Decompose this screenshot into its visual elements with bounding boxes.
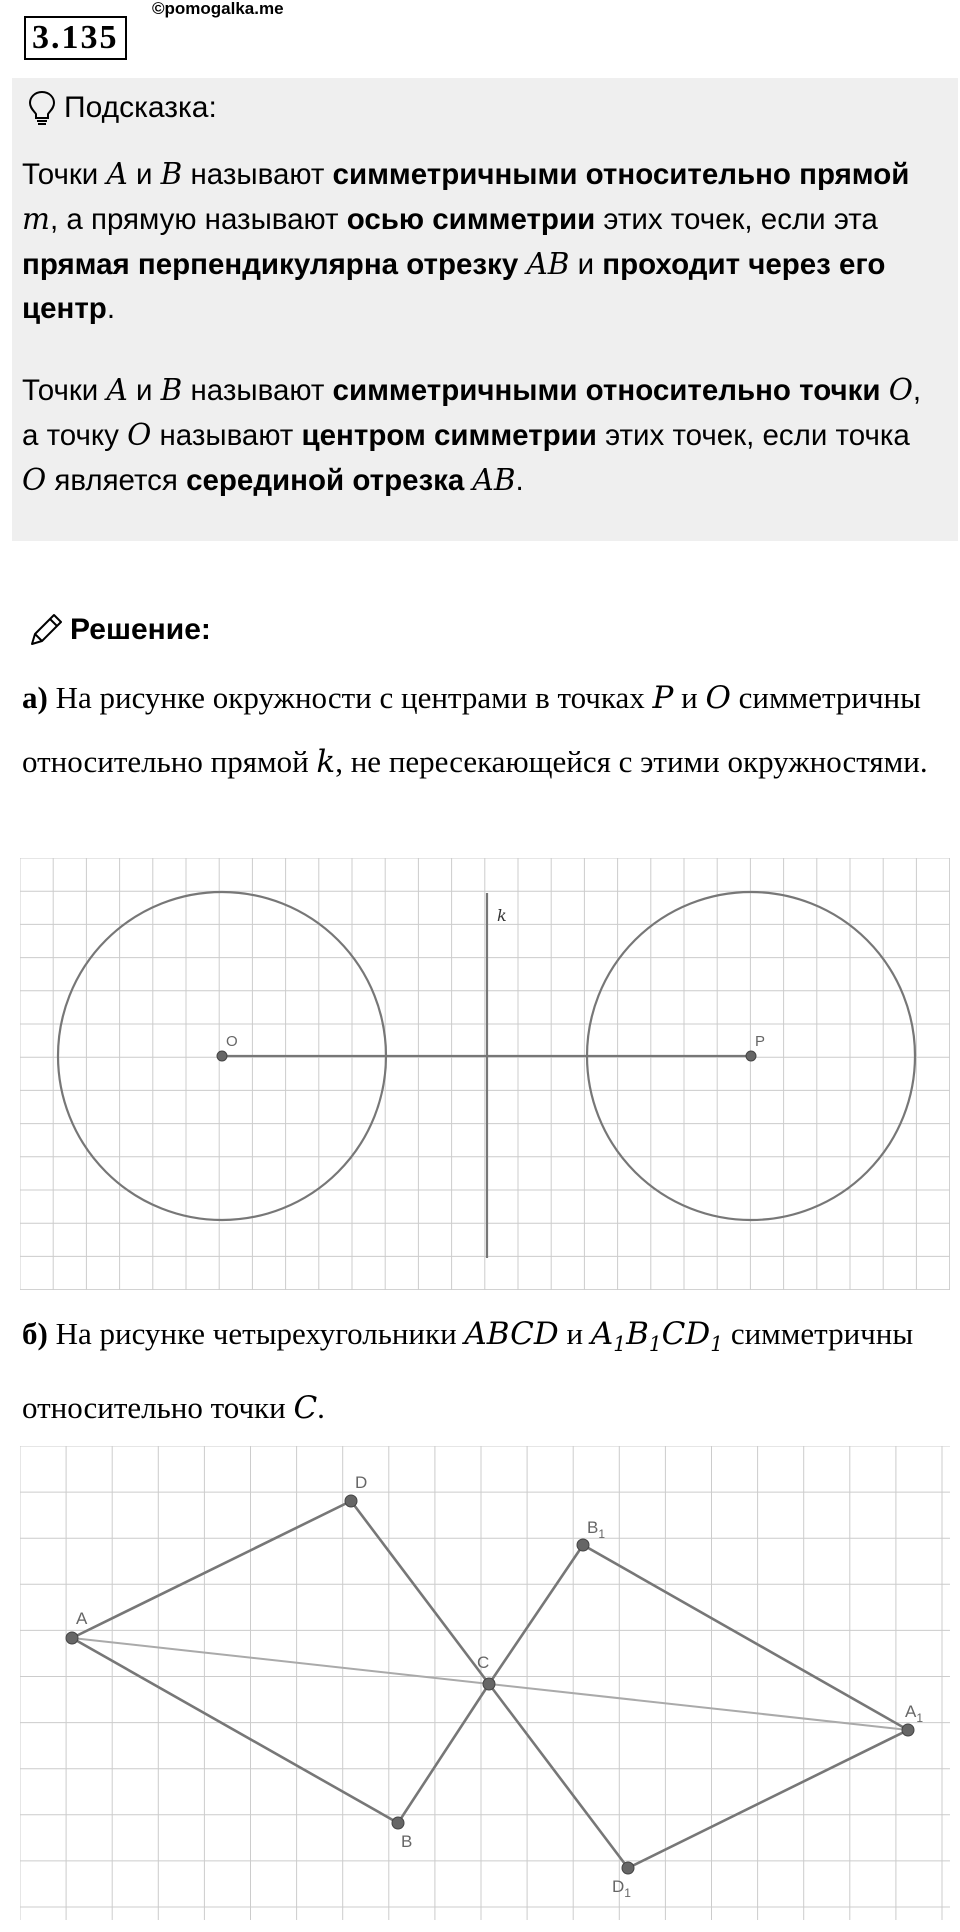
label-a: A: [76, 1609, 88, 1628]
math-var: B: [626, 1316, 649, 1352]
label-b1: $B_1$: [587, 1518, 606, 1541]
text: этих точек, если точка: [596, 419, 910, 452]
watermark: ©pomogalka.me: [152, 0, 284, 18]
point-d1: [622, 1862, 634, 1874]
text: называют: [182, 158, 333, 191]
point-b1: [577, 1539, 589, 1551]
lightbulb-icon: [28, 90, 56, 126]
math-var: A: [106, 157, 128, 191]
text: этих точек, если эта: [595, 203, 878, 236]
math-var: AB: [526, 247, 570, 281]
text: называют: [182, 374, 333, 407]
part-label: а): [22, 680, 48, 715]
text: [881, 374, 889, 407]
math-var: O: [22, 463, 47, 497]
text: .: [515, 464, 524, 497]
point-p: [746, 1051, 756, 1061]
subscript: 1: [710, 1332, 724, 1357]
hint-paragraph-center: [22, 368, 942, 503]
math-var: A: [590, 1316, 614, 1352]
term: центром симметрии: [301, 419, 597, 452]
math-var: B: [160, 373, 183, 407]
figure-quadrilaterals-symmetry: [20, 1446, 950, 1920]
text: симметричны относительно прямой: [22, 680, 921, 779]
grid: [20, 858, 950, 1290]
solution-header: [28, 610, 211, 650]
math-var: m: [22, 202, 50, 236]
label-o: O: [226, 1033, 238, 1050]
text: и: [127, 374, 161, 407]
hint-title: Подсказка:: [64, 91, 217, 124]
pencil-icon: [28, 612, 64, 648]
text: и: [558, 1316, 591, 1351]
solution-part-b: [22, 1302, 952, 1440]
point-b: [392, 1817, 404, 1829]
text: , а точку: [22, 374, 922, 452]
hint-header: [28, 88, 217, 128]
solution-title: Решение:: [70, 613, 211, 646]
text: и: [673, 680, 706, 715]
math-var: A: [106, 373, 128, 407]
text: На рисунке четырехугольники: [47, 1316, 465, 1351]
hint-paragraph-axis: [22, 152, 942, 331]
problem-number: 3.135: [24, 16, 127, 60]
text: симметричны относительно точки: [22, 1316, 914, 1426]
math-var: k: [316, 744, 336, 780]
text: , не пересекающейся с этими окружностями.: [335, 744, 928, 779]
point-a: [66, 1632, 78, 1644]
text: Точки: [22, 374, 107, 407]
label-b: B: [401, 1832, 413, 1851]
math-var: O: [127, 418, 152, 452]
text: На рисунке окружности с центрами в точках: [47, 680, 653, 715]
term: серединой отрезка: [186, 464, 465, 497]
text: и: [569, 248, 603, 281]
text: называют: [151, 419, 302, 452]
term: проходит через его центр: [22, 248, 886, 325]
math-var: ABCD: [464, 1316, 559, 1352]
text: является: [46, 464, 187, 497]
label-d1: $D_1$: [612, 1877, 631, 1900]
point-a1: [902, 1724, 914, 1736]
math-var: C: [293, 1390, 318, 1427]
math-var: AB: [472, 463, 516, 497]
text: .: [317, 1390, 325, 1426]
math-var: O: [888, 373, 913, 407]
label-a1: $A_1$: [905, 1702, 924, 1725]
label-p: P: [755, 1033, 766, 1050]
text: Точки: [22, 158, 107, 191]
label-d: D: [355, 1473, 368, 1492]
point-d: [345, 1495, 357, 1507]
point-o: [217, 1051, 227, 1061]
part-label: б): [22, 1316, 48, 1351]
quad-abcd: [72, 1501, 489, 1823]
text: , а прямую называют: [49, 203, 347, 236]
subscript: 1: [613, 1332, 627, 1357]
figure-circles-symmetry: [20, 858, 950, 1290]
math-var: CD: [661, 1316, 711, 1352]
solution-part-a: [22, 666, 952, 794]
term: симметричными относительно точки: [332, 374, 881, 407]
math-var: B: [160, 157, 183, 191]
term: симметричными относительно прямой: [332, 158, 910, 191]
math-var: P: [652, 680, 674, 716]
label-k: k: [497, 906, 507, 925]
label-c: C: [477, 1653, 490, 1672]
math-var: O: [705, 680, 731, 716]
term: осью симметрии: [346, 203, 596, 236]
text: и: [127, 158, 161, 191]
text: [464, 464, 472, 497]
term: прямая перпендикулярна отрезку: [22, 248, 519, 281]
text: .: [106, 292, 116, 325]
point-c: [483, 1678, 495, 1690]
subscript: 1: [648, 1332, 662, 1357]
